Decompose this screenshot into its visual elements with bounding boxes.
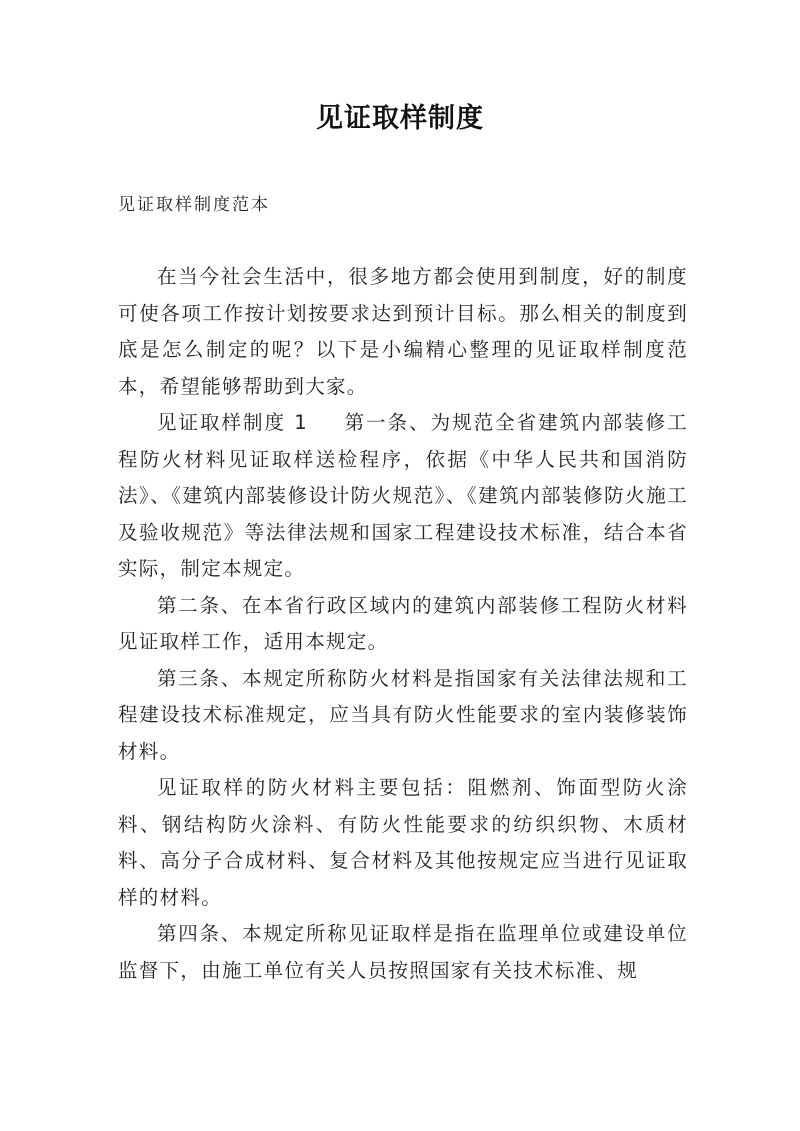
article-3-paragraph: 第三条、本规定所称防火材料是指国家有关法律法规和工程建设技术标准规定，应当具有防火性能要求的室内装修装饰材料。 [118,666,688,763]
document-body [118,259,688,989]
article-1-text: 第一条、为规范全省建筑内部装修工程防火材料见证取样送检程序，依据《中华人民共和国消防法》、《建筑内部装修设计防火规范》、《建筑内部装修防火施工及验收规范》等法律法规和国家工程建设技术标准，结合本省实际，制定本规定。 [118,411,688,580]
section-1-paragraph [118,405,688,588]
intro-paragraph: 在当今社会生活中，很多地方都会使用到制度，好的制度可使各项工作按计划按要求达到预计目标。那么相关的制度到底是怎么制定的呢？以下是小编精心整理的见证取样制度范本，希望能够帮助到大家。 [118,265,688,398]
article-4-paragraph: 第四条、本规定所称见证取样是指在监理单位或建设单位监督下，由施工单位有关人员按照国家有关技术标准、规 [118,922,688,982]
section-heading: 见证取样制度 1 [157,411,308,434]
materials-list-paragraph: 见证取样的防火材料主要包括：阻燃剂、饰面型防火涂料、钢结构防火涂料、有防火性能要求的纺织织物、木质材料、高分子合成材料、复合材料及其他按规定应当进行见证取样的材料。 [118,776,688,909]
article-2-paragraph: 第二条、在本省行政区域内的建筑内部装修工程防火材料见证取样工作，适用本规定。 [118,593,688,653]
document-title: 见证取样制度 [316,103,484,134]
document-subtitle: 见证取样制度范本 [118,195,270,215]
